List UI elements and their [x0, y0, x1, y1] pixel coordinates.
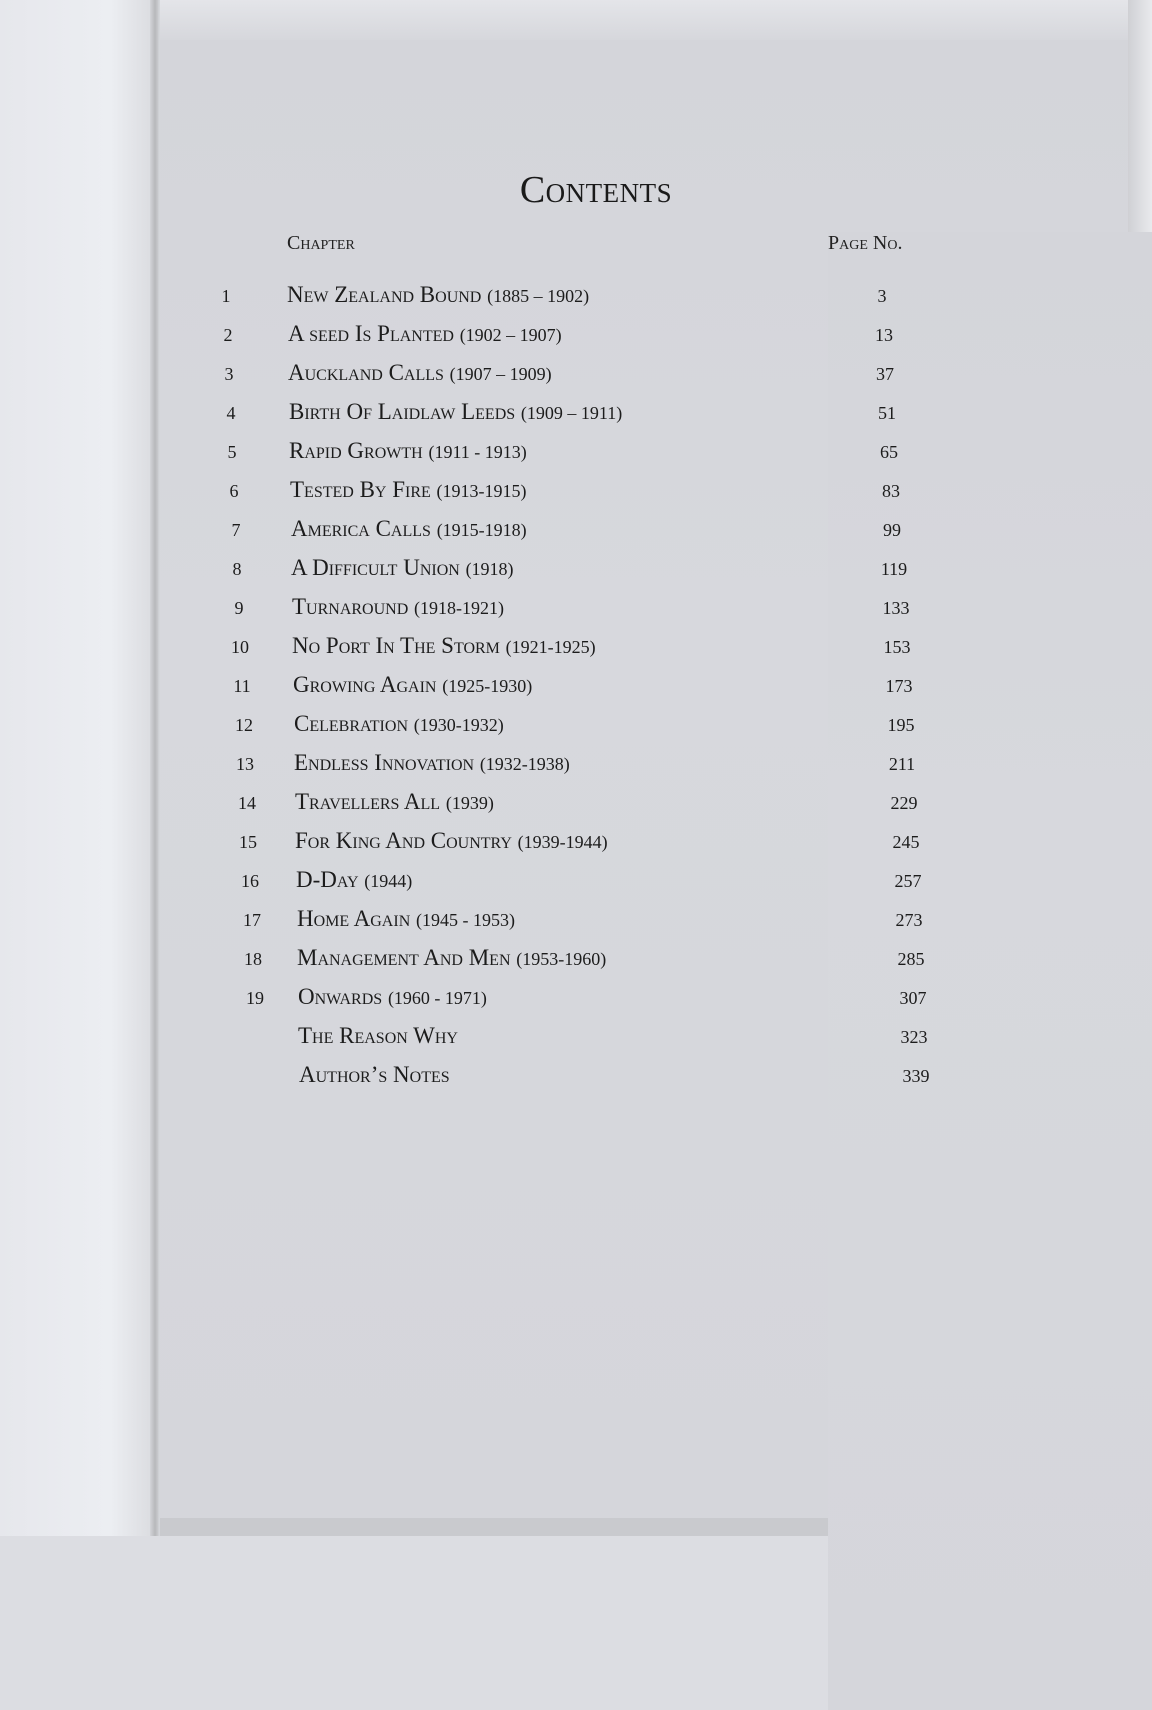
chapter-title: America Calls — [291, 516, 431, 541]
chapter-number: 15 — [239, 832, 257, 852]
chapter-title: Birth Of Laidlaw Leeds — [289, 399, 516, 424]
chapter-title-line — [296, 867, 412, 893]
chapter-number: 14 — [238, 793, 256, 813]
chapter-title: A Difficult Union — [291, 555, 460, 580]
chapter-title-line — [288, 360, 552, 386]
chapter-title: For King And Country — [295, 828, 512, 853]
chapter-number: 18 — [244, 949, 262, 969]
chapter-title: Endless Innovation — [294, 750, 475, 775]
toc-row — [0, 321, 1152, 355]
page-number: 323 — [900, 1027, 928, 1047]
chapter-title-line — [294, 711, 504, 737]
chapter-dates: (1944) — [364, 871, 413, 891]
chapter-number: 1 — [221, 286, 231, 306]
page-number: 133 — [882, 598, 910, 618]
page-number: 245 — [892, 832, 920, 852]
chapter-number: 4 — [226, 403, 236, 423]
chapter-number: 17 — [243, 910, 261, 930]
chapter-title: Auckland Calls — [288, 360, 444, 385]
chapter-number: 6 — [229, 481, 239, 501]
chapter-title: Travellers All — [295, 789, 441, 814]
chapter-title-line — [294, 750, 570, 776]
chapter-title-line — [287, 282, 589, 308]
chapter-number: 10 — [231, 637, 249, 657]
page-number: 173 — [885, 676, 913, 696]
toc-row — [0, 360, 1152, 394]
chapter-dates: (1930-1932) — [413, 715, 504, 735]
page-number: 211 — [888, 754, 916, 774]
page-top-edge — [160, 0, 1128, 40]
chapter-dates: (1921-1925) — [505, 637, 596, 657]
toc-row — [0, 672, 1152, 706]
chapter-dates: (1902 – 1907) — [459, 325, 562, 345]
page-number: 3 — [877, 286, 887, 306]
chapter-number: 19 — [246, 988, 264, 1008]
chapter-dates: (1911 - 1913) — [428, 442, 527, 462]
chapter-title-line — [289, 399, 622, 425]
chapter-title: Tested By Fire — [290, 477, 431, 502]
chapter-title-line — [298, 984, 487, 1010]
chapter-title-line — [295, 789, 494, 815]
chapter-title: No Port In The Storm — [292, 633, 500, 658]
chapter-title: The Reason Why — [298, 1023, 458, 1048]
chapter-title-line — [297, 945, 606, 971]
chapter-title: Rapid Growth — [289, 438, 423, 463]
toc-row — [0, 438, 1152, 472]
toc-row — [0, 477, 1152, 511]
chapter-dates: (1939) — [445, 793, 494, 813]
chapter-dates: (1953-1960) — [516, 949, 607, 969]
chapter-title-line — [288, 321, 562, 347]
chapter-dates: (1932-1938) — [479, 754, 570, 774]
chapter-title: New Zealand Bound — [287, 282, 482, 307]
toc-row — [0, 633, 1152, 667]
chapter-title-line — [298, 1023, 458, 1049]
chapter-dates: (1918-1921) — [414, 598, 505, 618]
chapter-title-line — [291, 516, 527, 542]
page-number: 339 — [902, 1066, 930, 1086]
page-number: 307 — [899, 988, 927, 1008]
page-number: 51 — [878, 403, 896, 423]
page-number: 285 — [897, 949, 925, 969]
chapter-title: D-Day — [296, 867, 359, 892]
toc-row — [0, 1023, 1152, 1057]
page-number: 65 — [880, 442, 898, 462]
chapter-title: Growing Again — [293, 672, 437, 697]
chapter-dates: (1909 – 1911) — [520, 403, 623, 423]
chapter-number: 2 — [223, 325, 233, 345]
chapter-column-header: Chapter — [287, 232, 355, 254]
chapter-title: Onwards — [298, 984, 383, 1009]
chapter-number: 12 — [235, 715, 253, 735]
page-number: 273 — [895, 910, 923, 930]
toc-row — [0, 555, 1152, 589]
contents-heading: Contents — [519, 169, 673, 211]
toc-row — [0, 984, 1152, 1018]
page-number: 99 — [883, 520, 901, 540]
toc-row — [0, 282, 1152, 316]
page-number: 37 — [876, 364, 894, 384]
chapter-title-line — [295, 828, 608, 854]
chapter-dates: (1918) — [465, 559, 514, 579]
chapter-title: A seed Is Planted — [288, 321, 454, 346]
page-number: 195 — [887, 715, 915, 735]
toc-row — [0, 867, 1152, 901]
page-number: 229 — [890, 793, 918, 813]
page-number: 153 — [883, 637, 911, 657]
chapter-title: Turnaround — [292, 594, 409, 619]
toc-row — [0, 1062, 1152, 1096]
chapter-number: 16 — [241, 871, 259, 891]
toc-row — [0, 789, 1152, 823]
chapter-number: 5 — [227, 442, 237, 462]
toc-row — [0, 750, 1152, 784]
page-number: 119 — [880, 559, 908, 579]
chapter-number: 3 — [224, 364, 234, 384]
chapter-title-line — [292, 633, 596, 659]
chapter-dates: (1960 - 1971) — [387, 988, 487, 1008]
chapter-title: Author’s Notes — [299, 1062, 450, 1087]
chapter-number: 11 — [233, 676, 251, 696]
toc-row — [0, 828, 1152, 862]
page-number: 13 — [875, 325, 893, 345]
page-number: 83 — [882, 481, 900, 501]
chapter-dates: (1939-1944) — [517, 832, 608, 852]
chapter-title-line — [292, 594, 504, 620]
chapter-title-line — [297, 906, 515, 932]
toc-row — [0, 516, 1152, 550]
chapter-number: 13 — [236, 754, 254, 774]
toc-row — [0, 906, 1152, 940]
toc-row — [0, 399, 1152, 433]
chapter-title-line — [299, 1062, 450, 1088]
chapter-dates: (1945 - 1953) — [416, 910, 515, 930]
chapter-dates: (1925-1930) — [442, 676, 533, 696]
chapter-dates: (1915-1918) — [436, 520, 527, 540]
chapter-title-line — [291, 555, 514, 581]
page-number: 257 — [894, 871, 922, 891]
chapter-title-line — [289, 438, 527, 464]
toc-row — [0, 594, 1152, 628]
chapter-title: Management And Men — [297, 945, 511, 970]
chapter-dates: (1913-1915) — [436, 481, 527, 501]
toc-row — [0, 945, 1152, 979]
chapter-title: Home Again — [297, 906, 411, 931]
chapter-number: 9 — [234, 598, 244, 618]
chapter-number: 8 — [232, 559, 242, 579]
page-column-header: Page No. — [828, 232, 1152, 1710]
chapter-title-line — [293, 672, 532, 698]
chapter-title-line — [290, 477, 527, 503]
chapter-number: 7 — [231, 520, 241, 540]
toc-row — [0, 711, 1152, 745]
chapter-title: Celebration — [294, 711, 408, 736]
chapter-dates: (1907 – 1909) — [449, 364, 552, 384]
chapter-dates: (1885 – 1902) — [487, 286, 590, 306]
